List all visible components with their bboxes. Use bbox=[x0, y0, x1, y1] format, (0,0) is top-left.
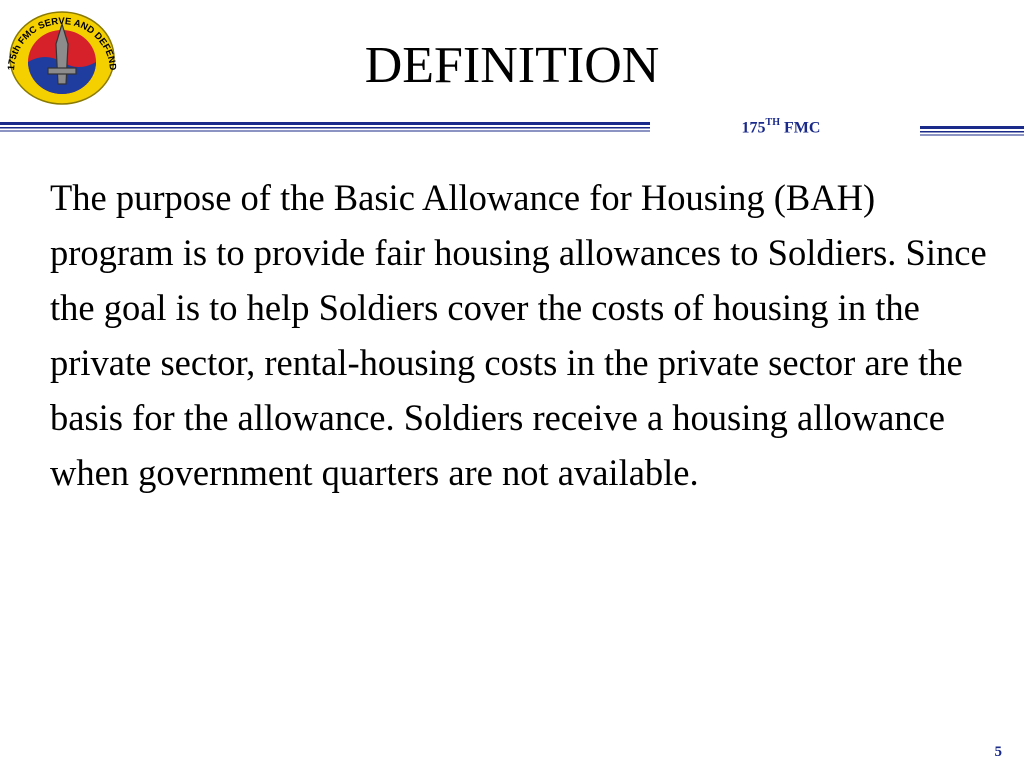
page-number: 5 bbox=[994, 744, 1002, 760]
unit-suffix: FMC bbox=[784, 119, 821, 137]
header-rule-right bbox=[920, 125, 1024, 139]
unit-superscript: TH bbox=[765, 117, 780, 128]
unit-label bbox=[706, 119, 856, 136]
logo-text: 175th FMC SERVE AND DEFEND bbox=[5, 15, 119, 71]
header-rule-left bbox=[0, 121, 650, 135]
definition-paragraph: The purpose of the Basic Allowance for Housing (BAH) program is to provide fair housing allowances to Soldiers. Since the goal is to help Soldiers cover the costs of housing in the private sector, rental-housing costs in the private sector are the basis for the allowance. Soldiers receive a housing allowance when government quarters are not available. bbox=[50, 177, 987, 493]
slide-title: DEFINITION bbox=[364, 37, 660, 94]
unit-number: 175 bbox=[741, 119, 766, 137]
